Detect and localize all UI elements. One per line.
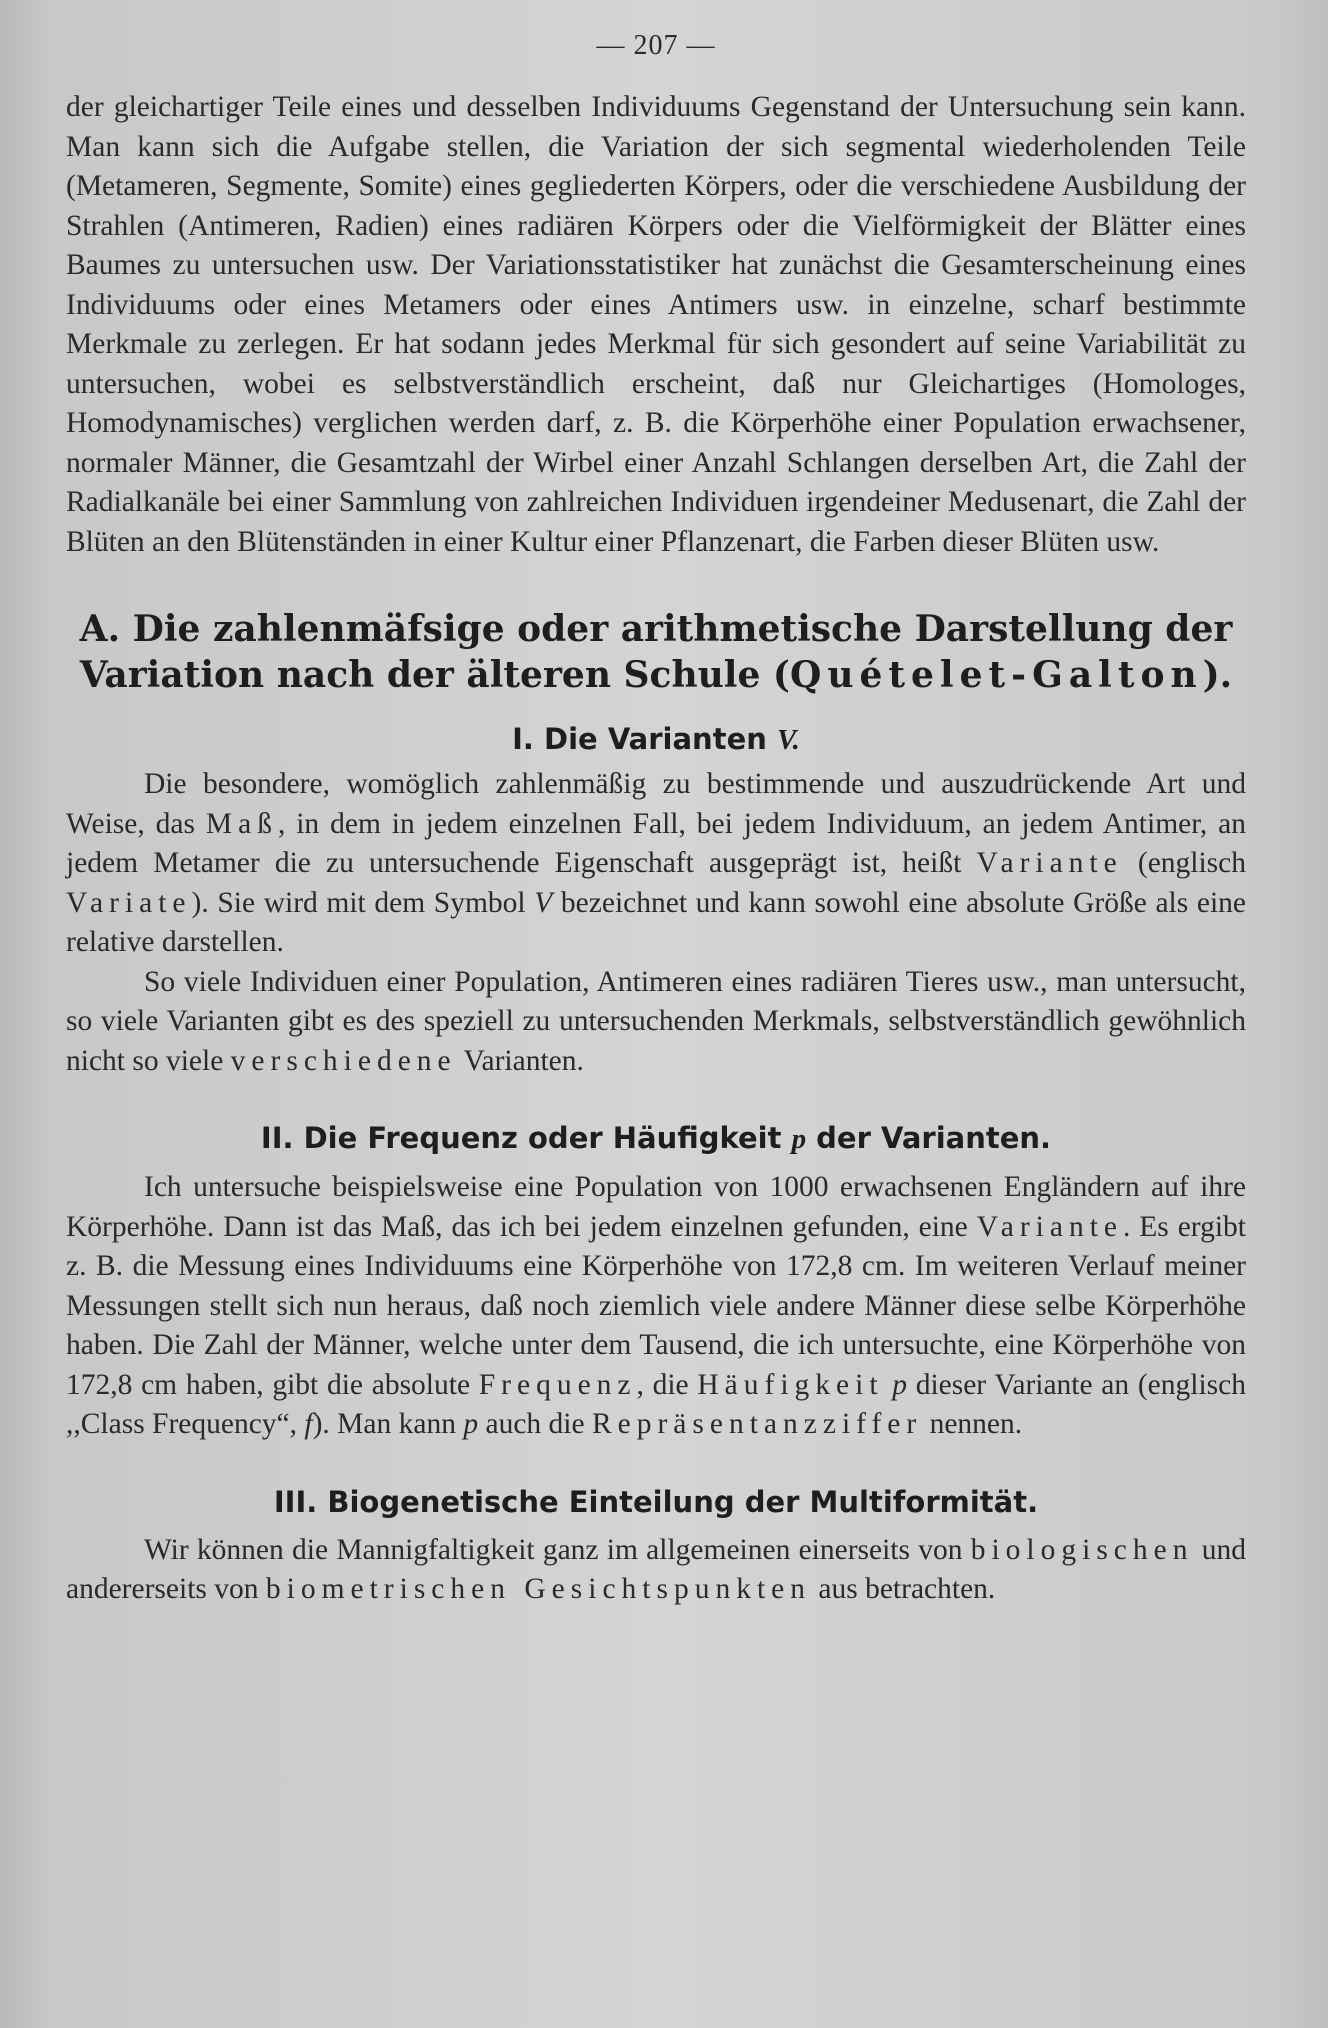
text-run: , die [636,1368,698,1401]
text-run: So viele Individuen einer Population, Antimeren eines radiären Tieres usw., man untersucht, so viele Varianten gibt es des speziell zu untersuchenden Merkmals, selbstverständlich gewöhnlich nicht so viele [66,965,1246,1077]
section-a-line2-pre: Variation nach der älteren Schule ( [79,654,790,696]
spaced-term-variate: Variate [66,886,192,919]
text-run: nennen. [922,1408,1023,1440]
spaced-term-mass: Maß [205,807,278,840]
text-run: dieser Variante an (englisch ,,Class Frequency“, [66,1368,1246,1440]
section-a-line2-post: ). [1202,654,1233,696]
intro-paragraph: der gleichartiger Teile eines und desselben Individuums Gegenstand der Untersuchung sein kann. Man kann sich die Aufgabe stellen, die Variation der sich segmental wiederholenden Teile (Metameren, Segmente, Somite) eines gegliederten Körpers, oder die verschiedene Ausbildung der Strahlen (Antimeren, Radien) eines radiären Körpers oder die Vielförmigkeit der Blätter eines Baumes zu untersuchen usw. Der Variationsstatistiker hat zunächst die Gesamterscheinung eines Individuums oder eines Metamers oder eines Antimers usw. in einzelne, scharf bestimmte Merkmale zu zerlegen. Er hat sodann jedes Merkmal für sich gesondert auf seine Variabilität zu untersuchen, wobei es selbstverständlich erscheint, daß nur Gleichartiges (Homologes, Homodynamisches) verglichen werden darf, z. B. die Körperhöhe einer Population erwachsener, normaler Männer, die Gesamtzahl der Wirbel einer Anzahl Schlangen derselben Art, die Zahl der Radialkanäle bei einer Sammlung von zahlreichen Individuen irgendeiner Medusenart, die Zahl der Blüten an den Blütenständen in einer Kultur einer Pflanzenart, die Farben dieser Blüten usw. [66,91,1246,558]
symbol-p: p [892,1368,907,1401]
section-2-heading-end: der Varianten. [806,1121,1052,1155]
symbol-v: V [534,886,553,919]
text-run: auch die [478,1408,592,1440]
spaced-term-variante: Variante [976,847,1123,879]
text-run: Wir können die Mannigfaltigkeit ganz im allgemeinen einerseits von [144,1533,971,1566]
spaced-term-biometrischen: biometrischen Gesichtspunkten [265,1573,812,1605]
spaced-term-variante: Variante [976,1210,1123,1243]
section-2-heading-text: II. Die Frequenz oder Häufigkeit [260,1121,792,1155]
document-page [66,22,1246,1610]
text-run: Die besondere, womöglich zahlenmäßig zu bestimmende und auszudrückende Art und Weise, das [66,768,1246,840]
text-run: (englisch [1122,847,1247,879]
text-run: , in dem in jedem einzelnen Fall, bei jedem Individuum, an jedem Antimer, an jedem Metamer die zu untersuchende Eigenschaft ausgeprägt ist, heißt [66,807,1247,879]
section-1-paragraph-2 [66,963,1246,1082]
variant-symbol: V. [776,724,800,756]
section-1-paragraph-1 [66,765,1246,963]
section-3-paragraph [66,1531,1246,1610]
text-run: bezeichnet und kann sowohl eine absolute Größe als eine relative darstellen. [66,886,1246,958]
spaced-term-repraesentanzziffer: Repräsentanzziffer [591,1408,923,1440]
spaced-term-verschiedene: verschiedene [230,1044,457,1077]
spaced-term-biologischen: biologischen [970,1533,1194,1566]
symbol-p: p [463,1408,479,1440]
text-run: . Es ergibt z. B. die Messung eines Individuums eine Körperhöhe von 172,8 cm. Im weiteren Verlauf meiner Messungen stellt sich nun heraus, daß noch ziemlich viele andere Männer diese selbe Körperhöhe haben. Die Zahl der Männer, welche unter dem Tausend, die ich untersuchte, eine Körperhöhe von 172,8 cm haben, gibt die absolute [66,1210,1246,1401]
section-a-authors: Quételet-Galton [789,654,1203,696]
section-2-heading [66,1121,1246,1156]
spaced-term-haeufigkeit: Häufigkeit [697,1368,884,1401]
section-a-heading [66,606,1246,698]
frequency-symbol: p [791,1123,807,1155]
section-1-heading-text: I. Die Varianten [512,722,777,756]
symbol-f: f [304,1408,313,1440]
section-1-heading [66,722,1246,757]
section-2-paragraph [66,1168,1246,1445]
text-run: Varianten. [456,1044,584,1077]
text-run: und andererseits von [66,1533,1247,1605]
section-a-line1: A. Die zahlenmäfsige oder arithmetische Darstellung der [79,608,1233,650]
text-run: ). Sie wird mit dem Symbol [191,886,535,919]
text-run: aus betrachten. [811,1573,996,1605]
text-run: Ich untersuche beispielsweise eine Population von 1000 erwachsenen Engländern auf ihre Körperhöhe. Dann ist das Maß, das ich bei jedem einzelnen gefunden, eine [66,1171,1246,1243]
spaced-term-frequenz: Frequenz [478,1368,637,1401]
section-3-heading: III. Biogenetische Einteilung der Multiformität. [273,1484,1039,1519]
page-number: — 207 — [596,30,716,61]
text-run: ). Man kann [312,1408,464,1440]
